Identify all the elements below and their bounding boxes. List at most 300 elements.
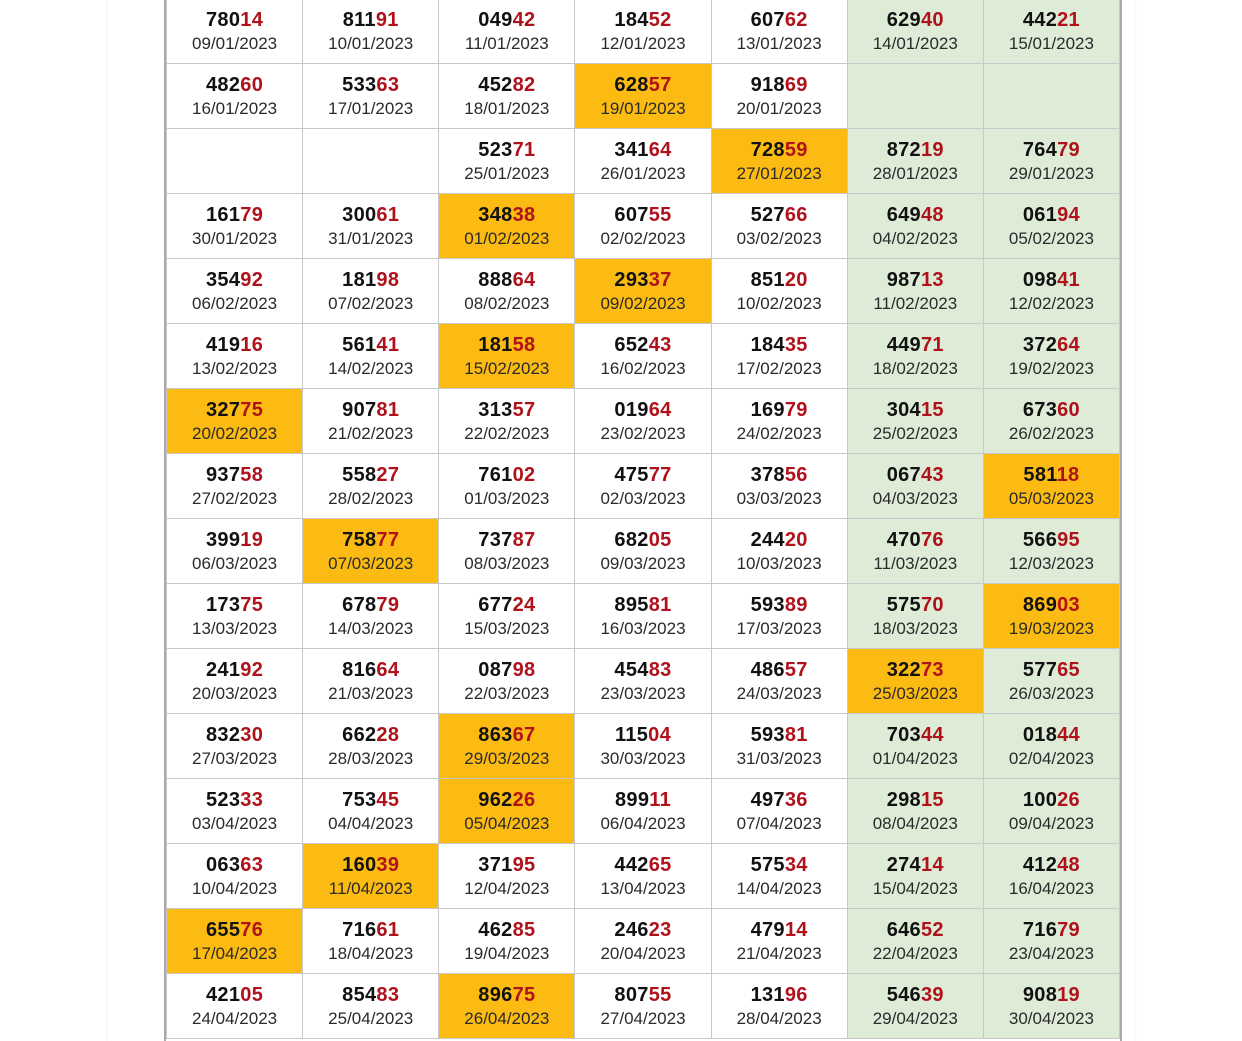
- result-cell: [983, 324, 1119, 389]
- number-head: 628: [614, 74, 649, 96]
- number-tail: 15: [920, 399, 944, 421]
- number-tail: 05: [648, 529, 672, 551]
- number-tail: 79: [240, 204, 264, 226]
- result-date: 25/01/2023: [464, 164, 550, 183]
- result-cell: [303, 844, 439, 909]
- number-tail: 11: [649, 789, 671, 811]
- result-cell: [711, 844, 847, 909]
- result-cell: [711, 259, 847, 324]
- number-tail: 19: [240, 529, 264, 551]
- result-number: [984, 267, 1119, 293]
- number-head: 298: [886, 789, 921, 811]
- result-cell: [439, 64, 575, 129]
- result-number: [575, 592, 710, 618]
- number-tail: 43: [648, 334, 672, 356]
- result-date: 13/01/2023: [736, 34, 822, 53]
- result-date: 19/02/2023: [1008, 359, 1094, 378]
- result-number: [848, 462, 983, 488]
- result-cell: [439, 974, 575, 1039]
- result-date: 09/03/2023: [600, 554, 686, 573]
- number-head: 807: [614, 984, 649, 1006]
- result-date: 22/02/2023: [464, 424, 550, 443]
- number-head: 304: [886, 399, 921, 421]
- result-cell: [983, 649, 1119, 714]
- result-cell: [167, 0, 303, 64]
- number-tail: 96: [784, 984, 808, 1006]
- result-date: 15/02/2023: [464, 359, 550, 378]
- number-tail: 26: [1057, 789, 1080, 811]
- result-date: 17/01/2023: [328, 99, 414, 118]
- result-date: 02/02/2023: [600, 229, 686, 248]
- result-number: [303, 722, 438, 748]
- result-date: 21/04/2023: [736, 944, 822, 963]
- number-tail: 79: [1057, 919, 1080, 941]
- result-cell: [439, 454, 575, 519]
- result-cell: [439, 389, 575, 454]
- number-tail: 44: [1057, 724, 1080, 746]
- number-tail: 71: [512, 139, 536, 161]
- number-tail: 71: [920, 334, 944, 356]
- result-cell: [847, 129, 983, 194]
- result-number: [167, 462, 302, 488]
- result-number: [439, 982, 574, 1008]
- number-head: 908: [1022, 984, 1058, 1006]
- number-head: 716: [1022, 919, 1058, 941]
- result-date: 15/03/2023: [464, 619, 550, 638]
- result-cell: [439, 649, 575, 714]
- result-date: 09/01/2023: [192, 34, 278, 53]
- number-head: 607: [614, 204, 649, 226]
- number-head: 274: [886, 854, 921, 876]
- number-head: 184: [614, 9, 649, 31]
- result-date: 17/04/2023: [192, 944, 278, 963]
- result-date: 19/03/2023: [1008, 619, 1094, 638]
- result-number: [303, 657, 438, 683]
- number-head: 378: [750, 464, 785, 486]
- result-cell: [439, 909, 575, 974]
- result-number: [167, 527, 302, 553]
- number-head: 523: [206, 789, 241, 811]
- number-head: 462: [478, 919, 513, 941]
- number-tail: 60: [1057, 399, 1080, 421]
- number-head: 181: [478, 334, 513, 356]
- number-tail: 69: [784, 74, 808, 96]
- result-number: [303, 982, 438, 1008]
- result-number: [303, 7, 438, 33]
- table-row: [167, 259, 1120, 324]
- number-head: 753: [342, 789, 377, 811]
- result-cell: [167, 779, 303, 844]
- result-number: [167, 332, 302, 358]
- number-tail: 81: [648, 594, 672, 616]
- result-date: 14/01/2023: [872, 34, 958, 53]
- result-date: 22/03/2023: [464, 684, 550, 703]
- number-head: 475: [614, 464, 649, 486]
- result-date: 29/03/2023: [464, 749, 550, 768]
- number-tail: 98: [376, 269, 400, 291]
- result-number: [712, 7, 847, 33]
- number-tail: 33: [240, 789, 264, 811]
- result-number: [439, 332, 574, 358]
- number-tail: 64: [1057, 334, 1080, 356]
- number-head: 049: [478, 9, 513, 31]
- result-number: [167, 787, 302, 813]
- number-tail: 57: [784, 659, 808, 681]
- result-date: 06/04/2023: [600, 814, 686, 833]
- result-number: [984, 527, 1119, 553]
- result-date: 26/02/2023: [1008, 424, 1094, 443]
- result-cell: [711, 64, 847, 129]
- result-number: [575, 787, 710, 813]
- result-number: [848, 917, 983, 943]
- number-head: 067: [886, 464, 921, 486]
- number-tail: 20: [784, 529, 808, 551]
- number-tail: 48: [920, 204, 944, 226]
- number-tail: 28: [376, 724, 400, 746]
- result-cell: [983, 909, 1119, 974]
- result-date: 20/02/2023: [192, 424, 278, 443]
- result-cell: [711, 649, 847, 714]
- result-cell: [847, 909, 983, 974]
- result-cell: [575, 714, 711, 779]
- result-cell: [983, 389, 1119, 454]
- result-cell: [983, 584, 1119, 649]
- result-date: 31/01/2023: [328, 229, 414, 248]
- number-head: 546: [886, 984, 921, 1006]
- result-cell: [303, 259, 439, 324]
- result-number: [303, 592, 438, 618]
- number-head: 061: [1022, 204, 1058, 226]
- result-cell: [303, 454, 439, 519]
- number-head: 354: [206, 269, 241, 291]
- result-date: 17/03/2023: [736, 619, 822, 638]
- result-date: 21/03/2023: [328, 684, 414, 703]
- result-number: [167, 722, 302, 748]
- result-cell: [847, 844, 983, 909]
- number-tail: 42: [512, 9, 536, 31]
- result-number: [848, 397, 983, 423]
- result-number: [848, 267, 983, 293]
- result-date: 13/03/2023: [192, 619, 278, 638]
- result-number: [712, 332, 847, 358]
- result-date: 27/03/2023: [192, 749, 278, 768]
- number-head: 322: [886, 659, 921, 681]
- result-number: [848, 787, 983, 813]
- number-head: 854: [342, 984, 377, 1006]
- number-tail: 79: [376, 594, 400, 616]
- result-date: 04/03/2023: [872, 489, 958, 508]
- result-date: 08/03/2023: [464, 554, 550, 573]
- number-tail: 79: [784, 399, 808, 421]
- number-tail: 75: [240, 594, 264, 616]
- number-tail: 19: [1057, 984, 1080, 1006]
- number-tail: 37: [648, 269, 672, 291]
- result-cell: [711, 0, 847, 64]
- result-cell: [983, 129, 1119, 194]
- result-number: [712, 527, 847, 553]
- result-date: 24/02/2023: [736, 424, 822, 443]
- number-head: 937: [206, 464, 241, 486]
- number-tail: 24: [512, 594, 536, 616]
- result-cell: [439, 519, 575, 584]
- number-tail: 81: [376, 399, 400, 421]
- number-head: 652: [614, 334, 649, 356]
- result-date: 20/04/2023: [600, 944, 686, 963]
- number-head: 761: [478, 464, 513, 486]
- result-number: [984, 917, 1119, 943]
- result-date: 07/02/2023: [328, 294, 414, 313]
- result-date: 02/04/2023: [1008, 749, 1094, 768]
- result-cell: [711, 129, 847, 194]
- result-number: [167, 7, 302, 33]
- result-cell: [983, 974, 1119, 1039]
- result-number: [984, 722, 1119, 748]
- number-head: 649: [886, 204, 921, 226]
- result-cell: [711, 519, 847, 584]
- result-date: 12/02/2023: [1008, 294, 1094, 313]
- result-number: [167, 202, 302, 228]
- number-tail: 63: [376, 74, 400, 96]
- result-cell: [711, 194, 847, 259]
- number-head: 246: [614, 919, 649, 941]
- result-cell: [983, 844, 1119, 909]
- number-head: 527: [750, 204, 785, 226]
- result-cell: [167, 649, 303, 714]
- number-head: 566: [1022, 529, 1058, 551]
- number-head: 758: [342, 529, 377, 551]
- number-head: 372: [1022, 334, 1058, 356]
- result-cell: [303, 519, 439, 584]
- result-number: [303, 852, 438, 878]
- result-cell: [711, 974, 847, 1039]
- number-tail: 91: [375, 9, 399, 31]
- result-number: [303, 202, 438, 228]
- result-date: 30/04/2023: [1008, 1009, 1094, 1028]
- result-date: 23/04/2023: [1008, 944, 1094, 963]
- number-head: 241: [206, 659, 241, 681]
- result-cell: [575, 259, 711, 324]
- result-cell: [167, 454, 303, 519]
- number-tail: 43: [920, 464, 944, 486]
- result-cell: [167, 389, 303, 454]
- number-tail: 14: [784, 919, 808, 941]
- result-number: [439, 202, 574, 228]
- result-number: [848, 527, 983, 553]
- number-head: 341: [614, 139, 649, 161]
- number-tail: 65: [1057, 659, 1080, 681]
- number-tail: 77: [376, 529, 400, 551]
- result-number: [575, 332, 710, 358]
- result-number: [848, 7, 983, 33]
- number-tail: 26: [512, 789, 536, 811]
- table-row: [167, 649, 1120, 714]
- number-tail: 27: [376, 464, 400, 486]
- table-row: [167, 584, 1120, 649]
- result-number: [167, 917, 302, 943]
- number-head: 662: [342, 724, 377, 746]
- number-head: 293: [614, 269, 649, 291]
- number-head: 019: [614, 399, 649, 421]
- number-head: 244: [750, 529, 785, 551]
- number-head: 452: [478, 74, 513, 96]
- number-tail: 67: [512, 724, 536, 746]
- number-tail: 13: [920, 269, 944, 291]
- results-table-body: [167, 0, 1120, 1039]
- result-date: 03/02/2023: [736, 229, 822, 248]
- result-number: [848, 202, 983, 228]
- result-number: [439, 267, 574, 293]
- number-tail: 66: [784, 204, 808, 226]
- result-date: 28/01/2023: [872, 164, 958, 183]
- result-number: [984, 397, 1119, 423]
- number-tail: 65: [648, 854, 672, 876]
- result-number: [575, 137, 710, 163]
- result-date: 30/01/2023: [192, 229, 278, 248]
- number-head: 100: [1022, 789, 1058, 811]
- result-date: 07/03/2023: [328, 554, 414, 573]
- table-row: [167, 0, 1120, 64]
- result-number: [167, 852, 302, 878]
- result-cell: [439, 324, 575, 389]
- number-tail: 18: [1056, 464, 1080, 486]
- number-tail: 61: [376, 919, 400, 941]
- number-head: 655: [206, 919, 241, 941]
- result-number: [439, 462, 574, 488]
- result-cell: [847, 389, 983, 454]
- number-tail: 83: [376, 984, 400, 1006]
- number-tail: 35: [784, 334, 808, 356]
- number-head: 888: [478, 269, 513, 291]
- number-head: 486: [750, 659, 785, 681]
- result-number: [575, 917, 710, 943]
- result-date: 21/02/2023: [328, 424, 414, 443]
- result-cell: [303, 974, 439, 1039]
- number-head: 063: [206, 854, 241, 876]
- number-head: 863: [478, 724, 513, 746]
- result-cell: [439, 779, 575, 844]
- result-cell: [847, 584, 983, 649]
- result-date: 27/02/2023: [192, 489, 278, 508]
- result-cell: [575, 389, 711, 454]
- table-row: [167, 389, 1120, 454]
- table-row: [167, 779, 1120, 844]
- result-date: 01/04/2023: [872, 749, 958, 768]
- result-date: 16/04/2023: [1008, 879, 1094, 898]
- number-tail: 85: [512, 919, 536, 941]
- result-number: [439, 397, 574, 423]
- result-number: [167, 657, 302, 683]
- number-tail: 04: [648, 724, 671, 746]
- number-head: 184: [750, 334, 785, 356]
- result-cell: [439, 129, 575, 194]
- number-head: 673: [1022, 399, 1058, 421]
- result-number: [712, 137, 847, 163]
- result-cell: [711, 584, 847, 649]
- number-tail: 52: [648, 9, 672, 31]
- number-tail: 75: [512, 984, 536, 1006]
- number-tail: 81: [784, 724, 808, 746]
- number-tail: 89: [784, 594, 808, 616]
- result-cell: [167, 844, 303, 909]
- number-head: 899: [614, 789, 650, 811]
- number-head: 962: [478, 789, 513, 811]
- result-date: 18/02/2023: [872, 359, 958, 378]
- result-cell: [711, 909, 847, 974]
- result-date: 11/01/2023: [464, 34, 549, 53]
- number-head: 327: [206, 399, 241, 421]
- number-head: 677: [478, 594, 513, 616]
- result-date: 28/03/2023: [328, 749, 414, 768]
- result-cell: [303, 129, 439, 194]
- number-tail: 16: [240, 334, 264, 356]
- number-head: 780: [206, 9, 241, 31]
- result-date: 04/04/2023: [328, 814, 414, 833]
- result-number: [848, 982, 983, 1008]
- number-head: 523: [478, 139, 513, 161]
- result-date: 25/04/2023: [328, 1009, 414, 1028]
- result-date: 13/02/2023: [192, 359, 278, 378]
- result-number: [984, 852, 1119, 878]
- number-tail: 63: [240, 854, 264, 876]
- number-head: 895: [614, 594, 649, 616]
- result-number: [575, 72, 710, 98]
- result-number: [439, 7, 574, 33]
- result-number: [848, 657, 983, 683]
- result-date: 10/01/2023: [328, 34, 414, 53]
- number-tail: 05: [240, 984, 264, 1006]
- number-head: 593: [750, 724, 785, 746]
- result-cell: [303, 389, 439, 454]
- result-cell: [167, 584, 303, 649]
- number-tail: 56: [784, 464, 808, 486]
- number-head: 412: [1022, 854, 1058, 876]
- result-date: 15/04/2023: [872, 879, 958, 898]
- result-date: 27/01/2023: [736, 164, 822, 183]
- result-date: 24/04/2023: [192, 1009, 278, 1028]
- number-head: 470: [886, 529, 921, 551]
- result-number: [167, 397, 302, 423]
- result-date: 14/03/2023: [328, 619, 414, 638]
- result-cell: [303, 324, 439, 389]
- result-cell: [303, 194, 439, 259]
- result-date: 05/03/2023: [1008, 489, 1094, 508]
- result-cell: [575, 779, 711, 844]
- result-number: [984, 332, 1119, 358]
- result-date: 12/01/2023: [600, 34, 686, 53]
- result-date: 06/03/2023: [192, 554, 278, 573]
- result-number: [984, 7, 1119, 33]
- table-row: [167, 714, 1120, 779]
- number-tail: 30: [240, 724, 264, 746]
- result-number: [303, 72, 438, 98]
- result-number: [439, 787, 574, 813]
- result-number: [439, 852, 574, 878]
- result-number: [303, 527, 438, 553]
- result-date: 22/04/2023: [872, 944, 958, 963]
- result-number: [984, 137, 1119, 163]
- number-head: 131: [750, 984, 785, 1006]
- number-head: 479: [750, 919, 785, 941]
- result-cell: [847, 714, 983, 779]
- number-head: 558: [342, 464, 377, 486]
- result-cell: [575, 64, 711, 129]
- number-tail: 58: [240, 464, 264, 486]
- number-head: 593: [750, 594, 785, 616]
- number-head: 832: [206, 724, 241, 746]
- result-cell: [303, 909, 439, 974]
- result-cell: [439, 584, 575, 649]
- number-tail: 58: [512, 334, 536, 356]
